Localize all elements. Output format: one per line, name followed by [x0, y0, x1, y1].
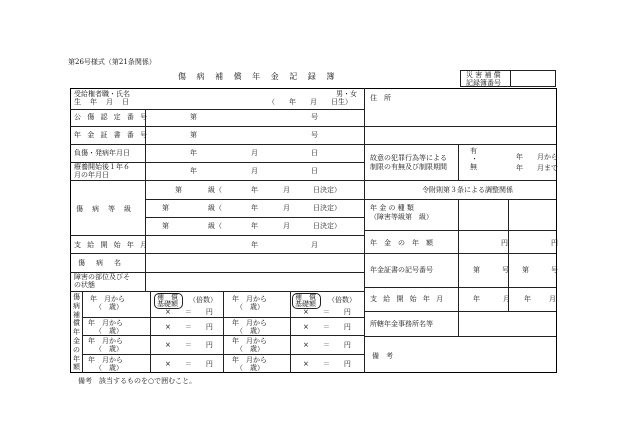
multiply-formula: × ＝ 円 [303, 360, 351, 368]
payment-gatsu: 月 [311, 241, 318, 249]
pension-amount-yen-1: 円 [501, 239, 508, 247]
grade-dai: 第 [162, 222, 169, 230]
address-label: 住 所 [370, 94, 391, 102]
base-amount-2: 基礎額 [157, 300, 178, 308]
grade-kyu: 級（ [208, 204, 222, 212]
age-label: （ 歳） [236, 345, 264, 353]
multiply-formula: × ＝ 円 [165, 341, 213, 349]
form-number: 第26号様式（第21条関係） [68, 58, 156, 66]
grade-dai: 第 [175, 186, 182, 194]
remarks-label: 備 考 [372, 352, 393, 360]
public-cert-label: 公 傷 認 定 番 号 [74, 113, 150, 121]
pension-type-1: 年 金 の 種 類 [370, 204, 414, 212]
from-label: 年 月から [90, 295, 125, 303]
office-field[interactable] [459, 312, 555, 335]
right-payment-start-label: 支 給 開 始 年 月 [370, 295, 446, 303]
cert-dai-2: 第 [522, 266, 529, 274]
no-option[interactable]: 無 [470, 163, 477, 171]
base-amount-1: 補 償 [157, 293, 178, 301]
base-amount-2: 基礎額 [295, 300, 316, 308]
age-label: （ 歳） [236, 303, 264, 311]
grade-nen: 年 [251, 222, 258, 230]
right-pay-nen-1: 年 [473, 295, 480, 303]
age-label: （ 歳） [236, 364, 264, 372]
grade-gatsu: 月 [283, 222, 290, 230]
injury-nen: 年 [190, 149, 197, 157]
cert-go-2: 号 [551, 266, 558, 274]
recipient-field[interactable] [146, 89, 266, 107]
grade-dai: 第 [162, 204, 169, 212]
register-label-2: 記録簿番号 [466, 79, 501, 87]
grade-decided: 日決定） [313, 222, 341, 230]
site-label-1: 障害の部位及びそ [74, 273, 130, 281]
pension-amount-label: 年 金 の 年 額 [370, 239, 433, 247]
birth-date[interactable]: （ 年 月 日生） [268, 98, 352, 106]
address-field[interactable] [400, 89, 554, 125]
right-pay-nen-2: 年 [524, 295, 531, 303]
from-label: 年 月から [232, 295, 267, 303]
grade-nen: 年 [251, 186, 258, 194]
age-label: （ 歳） [95, 303, 123, 311]
from-label: 年 月から [88, 319, 123, 327]
from-label: 年 月から [232, 356, 267, 364]
pension-cert-no-label: 年金証書の記号番号 [370, 266, 433, 274]
right-pay-gatsu-2: 月 [549, 295, 556, 303]
grade-label: 傷 病 等 級 [76, 205, 132, 213]
pension-cert-dai: 第 [190, 131, 197, 139]
treatment-label-2: 月の年月日 [74, 171, 109, 179]
pension-cert-go: 号 [311, 131, 318, 139]
register-label-1: 災 害 補 償 [466, 71, 501, 79]
grade-decided: 日決定） [313, 186, 341, 194]
injury-date-label: 負傷・発病年月日 [74, 149, 130, 157]
site-field[interactable] [146, 273, 363, 290]
treatment-nen: 年 [190, 167, 197, 175]
multiply-formula: × ＝ 円 [165, 360, 213, 368]
register-number-field[interactable] [511, 71, 554, 86]
age-label: （ 歳） [95, 345, 123, 353]
cert-go-1: 号 [502, 266, 509, 274]
public-cert-dai: 第 [190, 113, 197, 121]
illness-name-label: 傷 病 名 [78, 259, 123, 267]
age-label: （ 歳） [95, 364, 123, 372]
grade-kyu: 級（ [208, 222, 222, 230]
grade-nen: 年 [251, 204, 258, 212]
crime-label-2: 制限の有無及び制限期間 [370, 163, 447, 171]
age-label: （ 歳） [95, 327, 123, 335]
multiply-formula: × ＝ 円 [303, 308, 351, 316]
cert-dai-1: 第 [473, 266, 480, 274]
from-label: 年 月から [88, 337, 123, 345]
illness-name-field[interactable] [146, 254, 363, 271]
pension-type-2: （障害等級第 級） [370, 213, 433, 221]
base-amount-1: 補 償 [295, 293, 316, 301]
from-label: 年 月から [88, 356, 123, 364]
recipient-label-1: 受給権者職・氏名 [74, 90, 130, 98]
from-label: 年 月から [232, 319, 267, 327]
injury-gatsu: 月 [251, 149, 258, 157]
from-label: 年 月から [232, 337, 267, 345]
form-title: 傷 病 補 償 年 金 記 録 簿 [178, 72, 339, 81]
remarks-field[interactable] [405, 337, 555, 371]
yes-option[interactable]: 有 [470, 147, 477, 155]
pension-amount-yen-2: 円 [551, 239, 558, 247]
limit-to: 年 月まで [516, 164, 558, 172]
grade-gatsu: 月 [283, 186, 290, 194]
grade-kyu: 級（ [208, 186, 222, 194]
age-label: （ 歳） [236, 327, 264, 335]
days-label: （倍数） [328, 296, 356, 304]
payment-nen: 年 [251, 241, 258, 249]
crime-label-1: 故意の犯罪行為等による [370, 154, 447, 162]
recipient-label-2: 生 年 月 日 [74, 98, 130, 106]
multiply-formula: × ＝ 円 [303, 341, 351, 349]
adjust-title: 令附則第３条による調整関係 [422, 186, 513, 194]
right-pay-gatsu-1: 月 [503, 295, 510, 303]
payment-start-label: 支 給 開 始 年 月 [74, 241, 150, 249]
gender[interactable]: 男・女 [336, 90, 357, 98]
treatment-nichi: 日 [311, 167, 318, 175]
days-label: （倍数） [189, 296, 217, 304]
treatment-label-1: 療養開始後１年６ [74, 163, 130, 171]
site-label-2: の状態 [74, 281, 95, 289]
limit-from: 年 月から [516, 153, 558, 161]
multiply-formula: × ＝ 円 [165, 308, 213, 316]
grade-decided: 日決定） [313, 204, 341, 212]
annual-amount-vertical-label: 傷病補償年金の年額 [73, 293, 80, 372]
office-label: 所轄年金事務所名等 [370, 320, 433, 328]
public-cert-go: 号 [311, 113, 318, 121]
pension-cert-label: 年 金 証 書 番 号 [74, 131, 150, 139]
injury-nichi: 日 [311, 149, 318, 157]
grade-gatsu: 月 [283, 204, 290, 212]
treatment-gatsu: 月 [251, 167, 258, 175]
dot-separator: ・ [471, 155, 478, 163]
footnote: 備考 該当するものを○で囲むこと。 [78, 377, 197, 385]
multiply-formula: × ＝ 円 [165, 323, 213, 331]
multiply-formula: × ＝ 円 [303, 323, 351, 331]
